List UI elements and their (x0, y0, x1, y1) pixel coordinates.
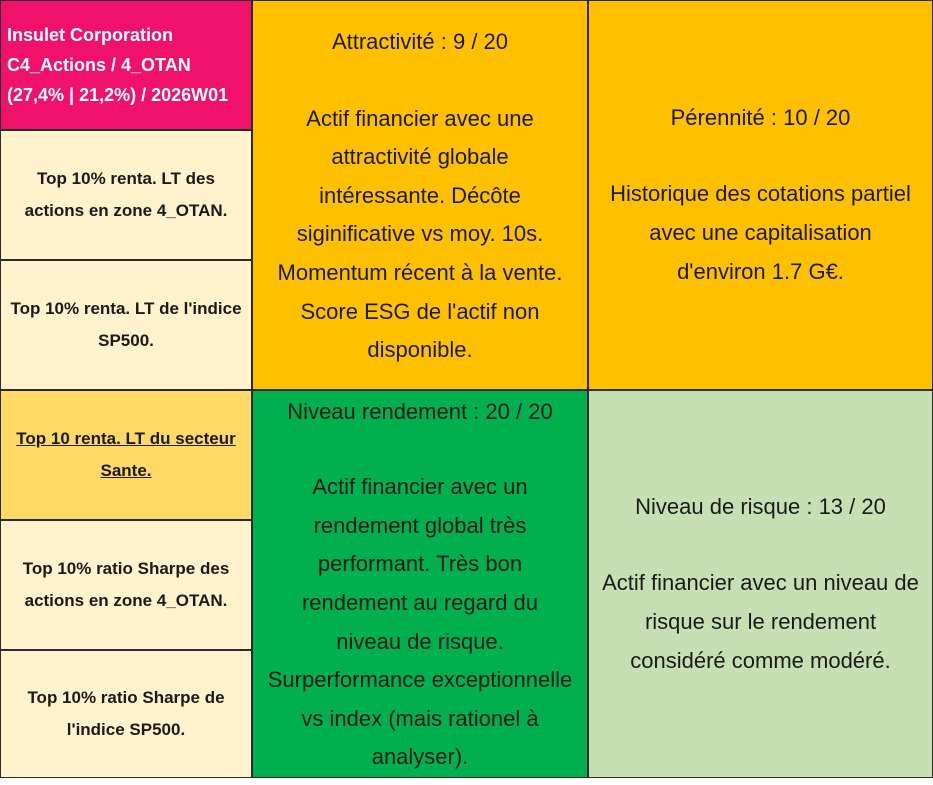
badge-text: SP500. (98, 331, 154, 350)
attractivite-line: Actif financier avec une (306, 105, 534, 131)
rendement-panel (252, 390, 588, 778)
attractivite-line: attractivité globale (331, 144, 509, 170)
rendement-line: niveau de risque. (336, 628, 504, 654)
badge-link[interactable]: Sante. (100, 461, 152, 480)
risque-title: Niveau de risque : 13 / 20 (635, 493, 886, 519)
risque-line: considéré comme modéré. (630, 647, 891, 673)
attractivite-line: disponible. (367, 337, 473, 363)
rendement-line: rendement global très (313, 512, 527, 538)
badge-text: Top 10% renta. LT de l'indice (10, 299, 242, 318)
badge-top-renta-index (0, 260, 252, 390)
rendement-title: Niveau rendement : 20 / 20 (287, 399, 553, 424)
badge-top-sharpe-index (0, 650, 252, 778)
asset-performance: (27,4% | 21,2%) / 2026W01 (7, 85, 229, 105)
attractivite-title: Attractivité : 9 / 20 (331, 29, 509, 54)
asset-header (0, 0, 252, 130)
risque-line: risque sur le rendement (644, 609, 877, 634)
badge-link[interactable]: Top 10 renta. LT du secteur (16, 429, 236, 448)
badge-text: actions en zone 4_OTAN. (24, 201, 228, 220)
rendement-line: vs index (mais rationel à (301, 705, 539, 731)
attractivite-panel (252, 0, 588, 390)
rendement-line: performant. Très bon (317, 551, 523, 577)
risque-line: Actif financier avec un niveau de (602, 570, 919, 596)
risque-panel (588, 390, 933, 778)
perennite-line: avec une capitalisation (649, 220, 872, 245)
badge-text: Top 10% ratio Sharpe de (27, 688, 225, 707)
badge-top-renta-zone (0, 130, 252, 260)
badge-top-renta-secteur[interactable] (0, 390, 252, 520)
perennite-title: Pérennité : 10 / 20 (670, 104, 851, 130)
badge-text: Top 10% renta. LT des (37, 169, 215, 188)
badge-text: Top 10% ratio Sharpe des (22, 559, 230, 578)
badge-text: l'indice SP500. (66, 720, 186, 739)
attractivite-line: intéressante. Décôte (319, 182, 521, 208)
asset-name: Insulet Corporation (7, 25, 173, 45)
rendement-line: analyser). (371, 744, 469, 770)
perennite-line: Historique des cotations partiel (610, 181, 911, 207)
badge-top-sharpe-zone (0, 520, 252, 650)
rendement-line: Surperformance exceptionnelle (267, 667, 573, 693)
rendement-line: Actif financier avec un (312, 474, 528, 500)
perennite-panel (588, 0, 933, 390)
attractivite-line: Score ESG de l'actif non (300, 298, 540, 324)
attractivite-line: Momentum récent à la vente. (277, 259, 563, 285)
rendement-line: rendement au regard du (301, 590, 539, 616)
badge-text: actions en zone 4_OTAN. (24, 591, 228, 610)
attractivite-line: siginificative vs moy. 10s. (296, 221, 544, 247)
asset-category: C4_Actions / 4_OTAN (7, 55, 191, 75)
perennite-line: d'environ 1.7 G€. (677, 258, 844, 284)
